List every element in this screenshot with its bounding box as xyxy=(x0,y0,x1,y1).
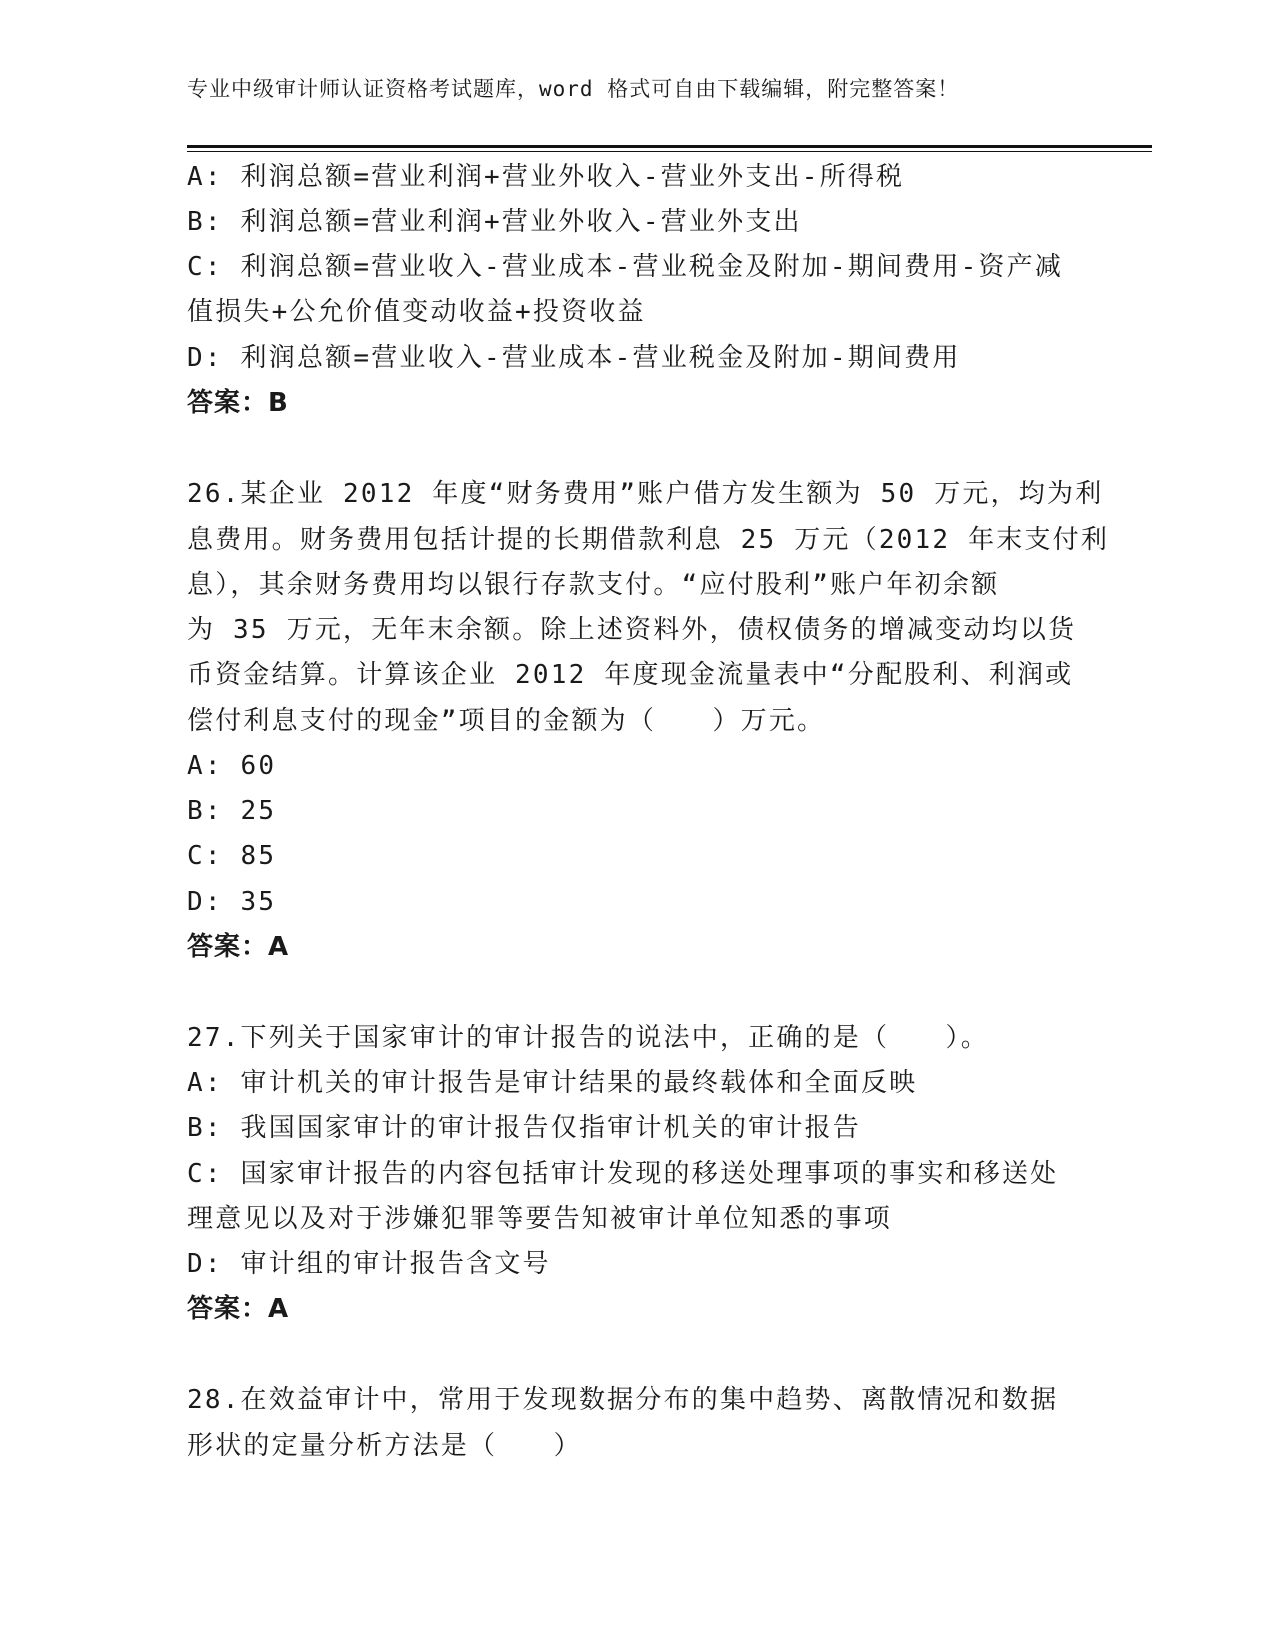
q25-option-a: A: 利润总额=营业利润+营业外收入-营业外支出-所得税 xyxy=(187,162,905,192)
page-header: 专业中级审计师认证资格考试题库，word 格式可自由下载编辑，附完整答案！ xyxy=(187,77,960,101)
q27-option-d: D: 审计组的审计报告含文号 xyxy=(187,1249,551,1279)
q25-option-c: C: 利润总额=营业收入-营业成本-营业税金及附加-期间费用-资产减 xyxy=(187,252,1064,282)
q27-stem: 27.下列关于国家审计的审计报告的说法中，正确的是（ ）。 xyxy=(187,1023,989,1053)
q27-option-a: A: 审计机关的审计报告是审计结果的最终载体和全面反映 xyxy=(187,1068,918,1098)
q26-option-a: A: 60 xyxy=(187,751,277,781)
q25-option-d: D: 利润总额=营业收入-营业成本-营业税金及附加-期间费用 xyxy=(187,343,961,373)
header-rule-thick xyxy=(187,145,1152,148)
q26-stem-line-1: 26.某企业 2012 年度“财务费用”账户借方发生额为 50 万元，均为利 xyxy=(187,479,1104,509)
q26-option-b: B: 25 xyxy=(187,796,277,826)
q26-stem-line-2: 息费用。财务费用包括计提的长期借款利息 25 万元（2012 年末支付利 xyxy=(187,525,1110,555)
q26-option-c: C: 85 xyxy=(187,841,277,871)
q27-option-c-cont: 理意见以及对于涉嫌犯罪等要告知被审计单位知悉的事项 xyxy=(187,1204,893,1234)
q25-option-b: B: 利润总额=营业利润+营业外收入-营业外支出 xyxy=(187,207,802,237)
q25-answer: 答案：B xyxy=(187,388,289,418)
header-rule-thin xyxy=(187,151,1152,152)
q26-stem-line-3: 息），其余财务费用均以银行存款支付。“应付股利”账户年初余额 xyxy=(187,570,1000,600)
q26-stem-line-4: 为 35 万元，无年末余额。除上述资料外，债权债务的增减变动均以货 xyxy=(187,615,1077,645)
q26-option-d: D: 35 xyxy=(187,887,277,917)
q26-stem-line-5: 币资金结算。计算该企业 2012 年度现金流量表中“分配股利、利润或 xyxy=(187,660,1074,690)
q26-stem-line-6: 偿付利息支付的现金”项目的金额为（ ）万元。 xyxy=(187,706,826,736)
q25-option-c-cont: 值损失+公允价值变动收益+投资收益 xyxy=(187,297,646,327)
q27-option-c: C: 国家审计报告的内容包括审计发现的移送处理事项的事实和移送处 xyxy=(187,1159,1059,1189)
q28-stem-line-1: 28.在效益审计中，常用于发现数据分布的集中趋势、离散情况和数据 xyxy=(187,1385,1059,1415)
q28-stem-line-2: 形状的定量分析方法是（ ） xyxy=(187,1431,582,1461)
q26-answer: 答案：A xyxy=(187,932,290,962)
q27-option-b: B: 我国国家审计的审计报告仅指审计机关的审计报告 xyxy=(187,1113,861,1143)
q27-answer: 答案：A xyxy=(187,1294,290,1324)
